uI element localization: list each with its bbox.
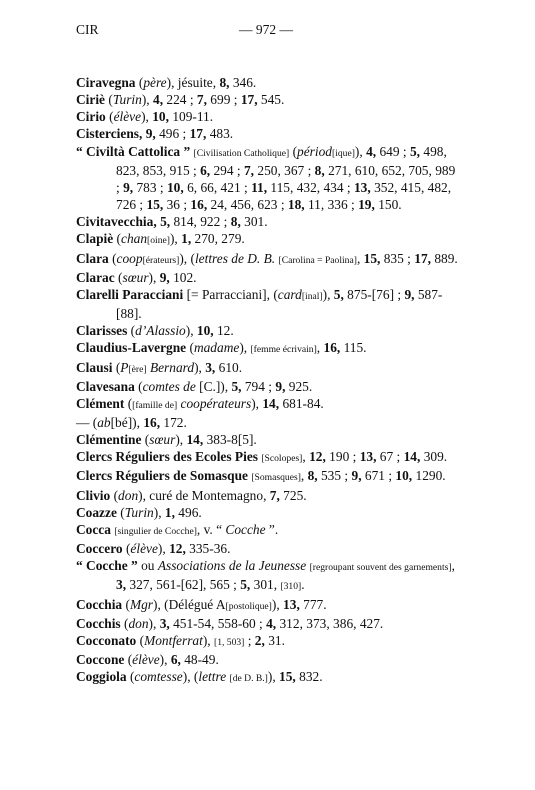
entry-text: , [451,558,455,574]
entry-qualifier: Bernard [149,359,195,375]
entry-headword: “ Civiltà Cattolica ” [76,143,191,159]
volume-number: 4, [266,615,277,631]
volume-number: 4, [153,92,164,108]
entry-text: ( [135,75,144,90]
index-entry [76,269,461,286]
bracket-note: [postolique] [225,600,272,612]
volume-number: 14, [403,449,421,465]
entry-headword: Clausi [76,359,113,375]
index-entry [76,339,461,358]
entry-text: 699 ; [206,92,241,108]
bracket-note: [regroupant souvent des garnements] [309,562,452,574]
entry-text: ), [148,269,160,285]
entry-qualifier: élève [132,652,160,667]
bracket-note: [famille de] [132,399,178,411]
entry-qualifier: lettres de D. B. [194,250,276,266]
entry-text: 312, 373, 386, 427. [276,615,384,631]
volume-number: 14, [262,395,280,411]
entry-headword: Ciravegna [76,75,136,90]
entry-text: ( [112,359,121,375]
volume-number: 12, [309,449,326,465]
entry-qualifier: père [143,75,167,90]
volume-number: 6, [170,652,181,667]
entry-text: 190 ; [325,449,360,465]
entry-headword: Cocconato [76,632,137,648]
entry-text: ( [108,250,117,266]
entry-headword: Ciriè [76,92,105,108]
entry-text: ), [157,541,170,557]
entry-text: 109-11. [168,109,214,125]
entry-qualifier: comtesse [134,669,183,685]
entry-text: ), [141,109,153,125]
index-entry [76,359,461,378]
entry-text: ( [122,596,130,612]
entry-text: 352, 415, 482, 726 ; [116,179,452,213]
entry-headword: Cocca [76,521,111,537]
entry-text: ), [141,92,153,108]
entry-qualifier: don [128,615,149,631]
volume-number: 8, [230,214,241,230]
entry-text: 250, 367 ; [254,162,315,178]
entry-qualifier: ab [97,414,111,430]
bracket-note: [ère] [128,363,147,375]
entry-text: 383-8[5]. [203,432,257,448]
index-entry [76,521,461,540]
entry-text: , [316,340,324,356]
entry-headword: Clercs Réguliers des Ecoles Pies [76,449,258,465]
entry-text: ( [127,323,136,339]
entry-qualifier: Cocche [225,521,266,537]
entry-qualifier: Montferrat [144,632,203,648]
index-entry [76,213,461,230]
volume-number: 10, [166,179,184,195]
volume-number: 5, [160,214,171,230]
entry-text: ( [116,504,125,520]
volume-number: 9, [123,179,134,195]
entry-qualifier: sœur [122,269,149,285]
index-entry [76,74,461,91]
entry-text: , v. “ [196,521,226,537]
volume-number: 2, [254,632,265,648]
entry-text: ), [251,395,263,411]
index-entry [76,504,461,521]
entry-text: ), [267,669,280,685]
entry-headword: Coccone [76,652,125,667]
volume-number: 6, [200,162,211,178]
volume-number: 19, [358,197,375,213]
volume-number: 16, [323,340,341,356]
index-entry [76,487,461,504]
entry-text: ), [159,652,171,667]
entry-text: ), curé de Montemagno, [138,487,270,503]
entry-headword: Clément [76,395,125,411]
entry-text: — ( [76,414,98,430]
bracket-note: [inal] [301,290,323,302]
bracket-note: [de D. B.] [229,673,268,685]
index-entry [76,230,461,249]
entry-headword: Clarac [76,269,115,285]
entry-headword: Coazze [76,504,117,520]
index-entry [76,615,461,632]
entry-text: 725. [279,487,307,503]
index-entry [76,540,461,557]
entry-text: ), [148,615,160,631]
entry-text: ), [202,632,214,648]
entry-qualifier: élève [130,541,158,557]
volume-number: 13, [359,449,377,465]
entry-text: ( [124,395,133,411]
volume-number: 3, [205,359,216,375]
entry-text: 794 ; [241,378,276,394]
index-entry [76,632,461,651]
entry-text: 496. [174,504,202,520]
entry-qualifier: d’Alassio [135,323,186,339]
entry-text: ; [244,632,255,648]
volume-number: 7, [196,92,207,108]
entry-text: 309. [420,449,448,465]
entry-text: 327, 561-[62], 565 ; [126,577,241,593]
volume-number: 1, [181,231,192,247]
entry-text: 11, 336 ; [304,197,359,213]
entry-text: ), ( [182,669,199,685]
index-entry [76,286,461,322]
volume-number: 18, [287,197,305,213]
entry-text: 889. [431,250,458,266]
bracket-note: [Scolopes] [261,453,303,465]
entry-qualifier: coopérateurs [180,395,252,411]
entry-qualifier: Turin [112,92,142,108]
entry-text: ( [186,340,194,356]
volume-number: 3, [159,615,170,631]
entry-text: ), ( [179,250,195,266]
volume-number: 9, [351,468,362,484]
entry-headword: Cocchia [76,596,123,612]
entry-headword: Clapiè [76,231,114,247]
entry-text: ( [105,92,113,108]
index-entry [76,143,461,214]
entry-headword: Clavesana [76,378,135,394]
entry-text: ), [175,432,187,448]
entry-qualifier: Associations de la Jeunesse [157,558,307,574]
entry-text: ( [110,487,119,503]
entry-qualifier: Mgr [129,596,153,612]
entry-text: ( [122,541,131,557]
volume-number: 4, [366,143,377,159]
bracket-note: [Civilisation Catholique] [193,147,290,159]
entry-text: ), [132,414,144,430]
entry-text: ( [114,269,123,285]
entry-headword: Civitavecchia, [76,214,157,230]
entry-text: 832. [295,669,323,685]
entry-text: 346. [229,75,257,90]
entry-headword: Cisterciens, [76,126,143,142]
volume-number: 12, [169,541,186,557]
entry-text: 649 ; [376,143,410,159]
bracket-note: [oine] [147,235,170,247]
entry-text: [C.]), [195,378,232,394]
entry-text: ), [185,323,197,339]
volume-number: 8, [219,75,230,90]
volume-number: 17, [189,126,207,142]
volume-number: 11, [251,179,268,195]
bracket-note: [Somasques] [251,472,301,484]
entry-text: ( [120,615,129,631]
entry-text: 925. [285,378,313,394]
index-entry [76,431,461,448]
entry-text: 150. [374,197,402,213]
entry-headword: Cirio [76,109,106,125]
entry-qualifier: coop [116,250,143,266]
volume-number: 17, [240,92,258,108]
entry-qualifier: don [118,487,139,503]
volume-number: 9, [159,269,170,285]
entry-text: ), jésuite, [166,75,220,90]
entry-qualifier: périod [297,143,332,159]
entry-text: , [356,250,364,266]
entry-text: 48-49. [180,652,219,667]
entry-qualifier: sœur [149,432,176,448]
entry-headword: Claudius-Lavergne [76,340,187,356]
entry-text: 271, 610, 652, 705, 989 ; [116,162,456,195]
volume-number: 10, [196,323,214,339]
entry-qualifier: madame [193,340,240,356]
entry-text: ( [126,669,135,685]
volume-number: 13, [353,179,371,195]
entry-text: ( [113,231,122,247]
index-entry [76,395,461,414]
entry-text: ), (Délégué A [153,596,226,612]
volume-number: 15, [363,250,381,266]
volume-number: 10, [395,468,413,484]
index-entry [76,467,461,486]
entry-qualifier: chan [121,231,148,247]
entry-text: ( [124,652,133,667]
index-entry [76,250,461,269]
entry-text: [= Parracciani], ( [183,286,278,302]
volume-number: 9, [275,378,286,394]
index-entry [76,322,461,339]
entry-headword: Clarisses [76,323,128,339]
page-number: — 972 — [239,22,293,37]
entry-text: ), [153,504,165,520]
volume-number: 3, [116,577,127,593]
entry-headword: Clémentine [76,432,142,448]
entry-text: , [302,449,310,465]
entry-text: ), [271,596,284,612]
entry-text: 814, 922 ; [170,214,231,230]
volume-number: 5, [231,378,242,394]
entry-text: 335-36. [185,541,231,557]
entry-text: 102. [169,269,197,285]
entry-text: 835 ; [380,250,415,266]
entry-text: 12. [213,323,234,339]
index-entry [76,91,461,108]
entry-qualifier: comtes de [142,378,196,394]
entry-text: 587-[88]. [116,286,443,322]
entry-text: 24, 456, 623 ; [207,197,288,213]
bracket-note: [ique] [332,147,355,159]
entry-text: ”. [265,521,279,537]
entry-headword: Cocchis [76,615,121,631]
entry-headword: Clarelli Paracciani [76,286,184,302]
entry-text: 224 ; [163,92,197,108]
volume-number: 1, [164,504,175,520]
entry-text: 671 ; [361,468,396,484]
entry-headword: Coccero [76,541,123,557]
index-entry [76,668,461,687]
volume-number: 5, [333,286,344,302]
section-heading: CIR [76,22,99,37]
volume-number: 16, [190,197,208,213]
entry-text: ), [169,231,182,247]
volume-number: 17, [414,250,431,266]
index-entry [76,651,461,668]
entry-text: 1290. [412,468,446,484]
index-entry [76,125,461,142]
bracket-note: [Carolina = Paolina] [278,254,357,266]
volume-number: 8, [307,468,318,484]
entry-headword: Clivio [76,487,111,503]
entry-text: 875-[76] ; [343,286,405,302]
entry-text: 6, 66, 421 ; [183,179,252,195]
entry-text: 115. [340,340,367,356]
entry-text: 535 ; [317,468,352,484]
volume-number: 7, [269,487,280,503]
entry-text: 498, 823, 853, 915 ; [116,143,447,178]
entry-text: ( [136,632,145,648]
entry-qualifier: card [277,286,302,302]
index-entry [76,378,461,395]
bracket-note: [femme écrivain] [250,344,317,356]
entry-text: ou [137,558,158,574]
entry-qualifier: élève [113,109,142,125]
entry-text: ( [141,432,150,448]
entry-headword: Clercs Réguliers de Somasque [76,468,248,484]
index-entry [76,557,461,595]
entry-text: ), [354,143,367,159]
bracket-note: [310] [280,581,302,593]
volume-number: 7, [243,162,255,178]
volume-number: 15, [279,669,296,685]
entry-qualifier: Turin [124,504,154,520]
entry-text: 67 ; [376,449,404,465]
entry-text: ( [134,378,143,394]
volume-number: 9, [145,126,156,142]
entry-text: 681-84. [279,395,324,411]
index-entry [76,108,461,125]
entry-text: 36 ; [163,197,191,213]
entry-headword: Clara [76,250,109,266]
entry-text: 783 ; [133,179,167,195]
entry-text: ( [289,143,298,159]
index-entry [76,596,461,615]
entry-headword: Coggiola [76,669,127,685]
entry-text: . [301,577,305,593]
entry-text: 777. [299,596,327,612]
entry-text: 301, [250,577,281,593]
entry-text: ), [194,359,206,375]
volume-number: 8, [314,162,325,178]
entry-text: 31. [264,632,285,648]
entry-text: 172. [160,414,187,430]
entry-text: ( [105,109,114,125]
entry-text: [bé] [110,414,133,430]
volume-number: 10, [152,109,169,125]
entry-text: 545. [257,92,285,108]
index-entry [76,448,461,467]
volume-number: 5, [240,577,251,593]
entry-text: 483. [206,126,234,142]
volume-number: 5, [409,143,421,159]
entry-text: 270, 279. [191,231,245,247]
index-entry [76,414,461,431]
bracket-note: [singulier de Cocche] [114,525,197,537]
entry-text: 610. [215,359,243,375]
entry-headword: “ Cocche ” [76,558,138,574]
bracket-note: [1, 503] [214,636,245,648]
entry-text: 496 ; [155,126,190,142]
index-list [76,74,461,687]
volume-number: 16, [143,414,161,430]
entry-text: 115, 432, 434 ; [267,179,354,195]
entry-text: 294 ; [210,162,244,178]
entry-text: ), [239,340,251,356]
bracket-note: [érateurs] [142,254,180,266]
entry-qualifier: P [120,359,129,375]
volume-number: 15, [146,197,164,213]
entry-text: 451-54, 558-60 ; [169,615,267,631]
entry-text: 301. [240,214,268,230]
entry-qualifier: lettre [198,669,227,685]
entry-text: , [300,468,308,484]
entry-text: ), [322,286,334,302]
volume-number: 14, [186,432,204,448]
volume-number: 13, [283,596,300,612]
volume-number: 9, [404,286,415,302]
